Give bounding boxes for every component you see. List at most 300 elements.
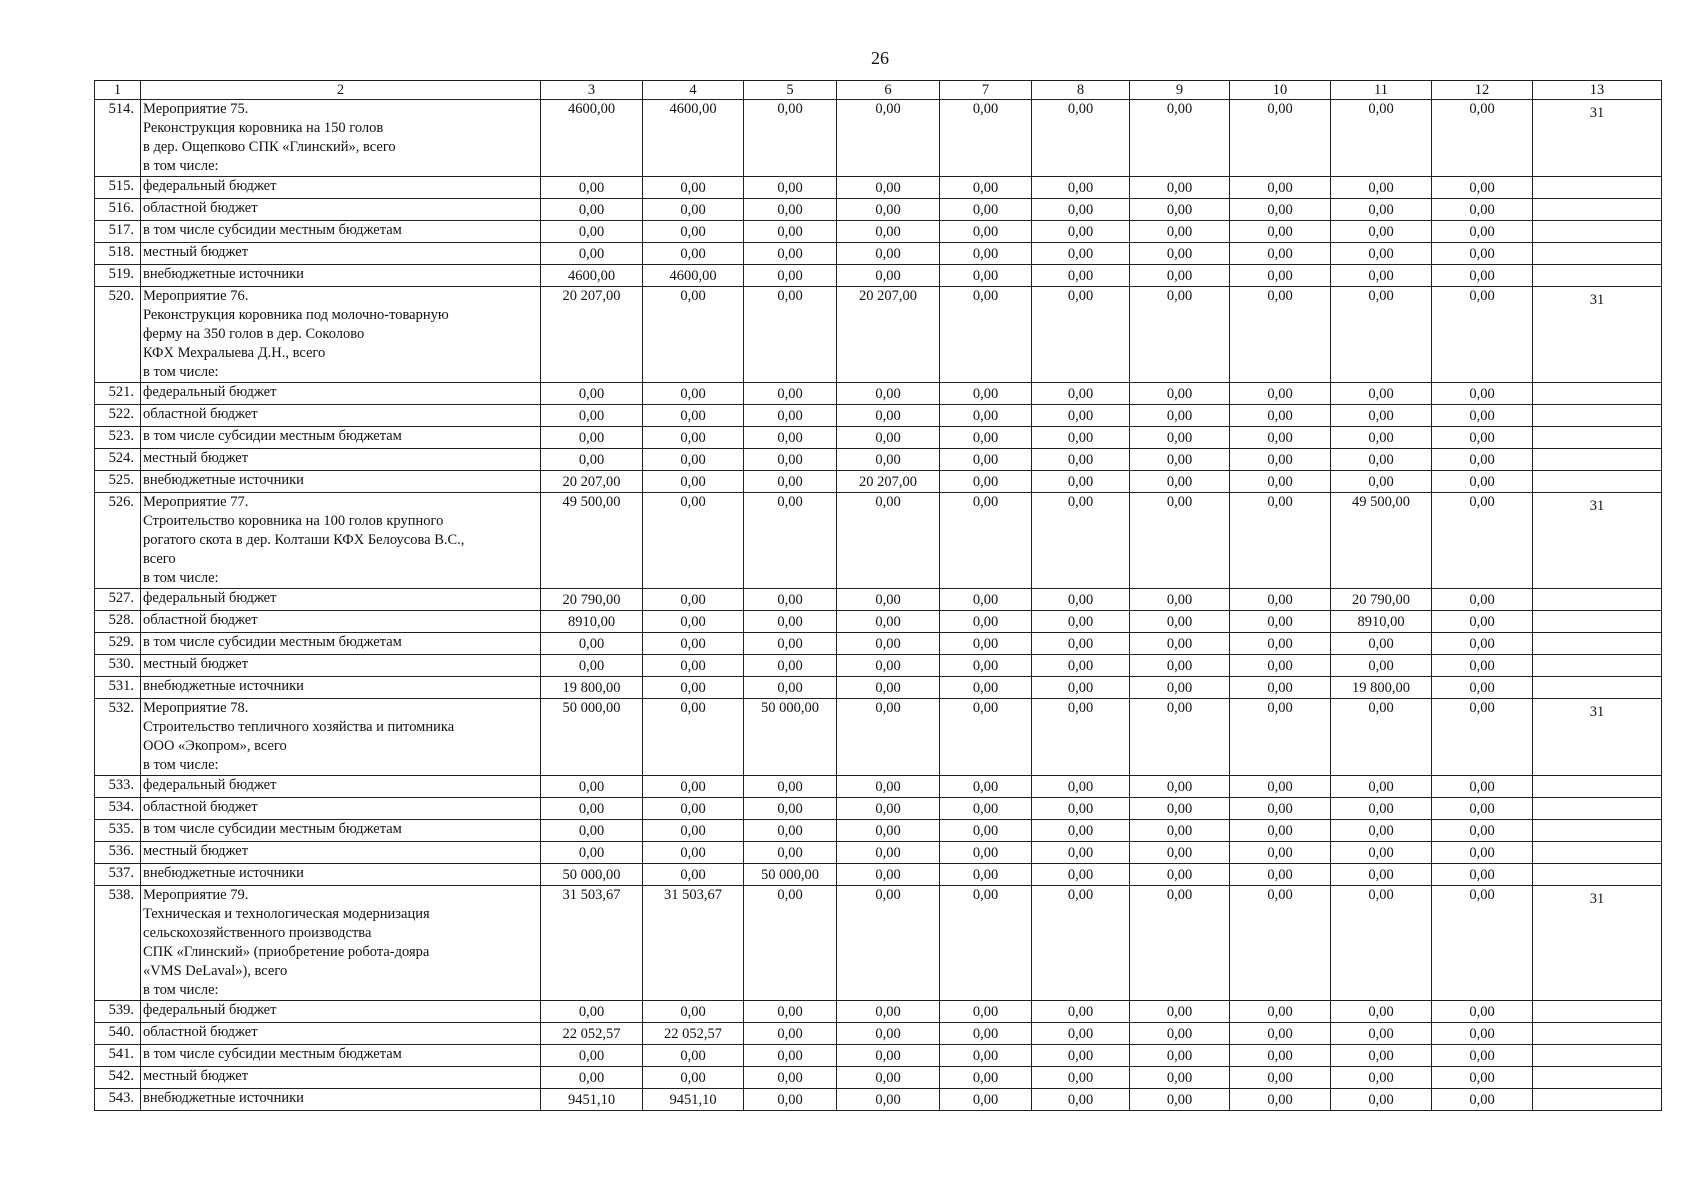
row-number: 536. [95,842,141,864]
description-line: Техническая и технологическая модернизация [143,906,430,922]
value-cell-col-10: 0,00 [1230,287,1331,383]
value-cell-col-12: 0,00 [1432,265,1533,287]
value-cell-col-11: 0,00 [1331,1089,1432,1111]
value-cell-col-4: 0,00 [643,383,744,405]
value-cell-col-13 [1533,1023,1662,1045]
value-cell-col-5: 0,00 [744,199,837,221]
value-cell-col-10: 0,00 [1230,100,1331,177]
value-cell-col-5: 0,00 [744,842,837,864]
row-description [141,886,541,1001]
row-description [141,265,541,287]
value-cell-col-6: 0,00 [837,177,940,199]
row-number: 515. [95,177,141,199]
row-description [141,100,541,177]
value-cell-col-12: 0,00 [1432,798,1533,820]
description-line: в том числе: [143,982,219,998]
value-cell-col-10: 0,00 [1230,798,1331,820]
row-number: 533. [95,776,141,798]
table-row [95,405,1662,427]
table-row [95,864,1662,886]
value-cell-col-13: 31 [1533,886,1662,1001]
value-cell-col-3: 0,00 [541,199,643,221]
description-line: областной бюджет [143,406,258,422]
description-line: «VMS DeLaval»), всего [143,963,288,979]
value-cell-col-9: 0,00 [1130,1067,1230,1089]
value-cell-col-7: 0,00 [940,287,1032,383]
value-cell-col-7: 0,00 [940,265,1032,287]
page-number: 26 [871,48,889,68]
row-description [141,243,541,265]
value-cell-col-13 [1533,611,1662,633]
column-header-13: 13 [1533,81,1662,100]
description-line: Строительство коровника на 100 голов крупного [143,513,444,529]
table-row [95,842,1662,864]
value-cell-col-4: 31 503,67 [643,886,744,1001]
value-cell-col-4: 4600,00 [643,265,744,287]
description-line: в том числе субсидии местным бюджетам [143,222,402,238]
description-line: Мероприятие 75. [143,101,249,117]
table-row [95,633,1662,655]
value-cell-col-5: 0,00 [744,405,837,427]
value-cell-col-7: 0,00 [940,177,1032,199]
value-cell-col-3: 8910,00 [541,611,643,633]
description-line: сельскохозяйственного производства [143,925,372,941]
row-number: 518. [95,243,141,265]
description-line: в дер. Ощепково СПК «Глинский», всего [143,139,396,155]
value-cell-col-7: 0,00 [940,221,1032,243]
value-cell-col-11: 0,00 [1331,449,1432,471]
value-cell-col-13: 31 [1533,287,1662,383]
value-cell-col-8: 0,00 [1032,1067,1130,1089]
table-row [95,677,1662,699]
value-cell-col-11: 0,00 [1331,886,1432,1001]
row-number: 540. [95,1023,141,1045]
value-cell-col-8: 0,00 [1032,199,1130,221]
value-cell-col-3: 0,00 [541,383,643,405]
budget-table [94,80,1662,1111]
value-cell-col-11: 0,00 [1331,1023,1432,1045]
value-cell-col-4: 0,00 [643,633,744,655]
description-line: областной бюджет [143,200,258,216]
value-cell-col-5: 0,00 [744,589,837,611]
table-row [95,287,1662,383]
value-cell-col-11: 0,00 [1331,842,1432,864]
description-line: Мероприятие 78. [143,700,249,716]
value-cell-col-8: 0,00 [1032,820,1130,842]
value-cell-col-9: 0,00 [1130,243,1230,265]
value-cell-col-4: 4600,00 [643,100,744,177]
description-line: федеральный бюджет [143,1002,277,1018]
value-cell-col-11: 0,00 [1331,287,1432,383]
value-cell-col-11: 0,00 [1331,776,1432,798]
value-cell-col-10: 0,00 [1230,776,1331,798]
value-cell-col-10: 0,00 [1230,383,1331,405]
value-cell-col-4: 0,00 [643,776,744,798]
value-cell-col-4: 0,00 [643,864,744,886]
row-number: 532. [95,699,141,776]
description-line: местный бюджет [143,843,249,859]
value-cell-col-3: 50 000,00 [541,699,643,776]
value-cell-col-3: 19 800,00 [541,677,643,699]
value-cell-col-5: 0,00 [744,471,837,493]
value-cell-col-7: 0,00 [940,655,1032,677]
value-cell-col-13: 31 [1533,493,1662,589]
value-cell-col-6: 20 207,00 [837,287,940,383]
value-cell-col-5: 0,00 [744,287,837,383]
value-cell-col-8: 0,00 [1032,886,1130,1001]
value-cell-col-11: 0,00 [1331,243,1432,265]
value-cell-col-4: 22 052,57 [643,1023,744,1045]
row-description [141,1067,541,1089]
row-description [141,471,541,493]
value-cell-col-5: 0,00 [744,776,837,798]
value-cell-col-12: 0,00 [1432,1067,1533,1089]
row-number: 522. [95,405,141,427]
value-cell-col-12: 0,00 [1432,589,1533,611]
value-cell-col-7: 0,00 [940,243,1032,265]
value-cell-col-6: 0,00 [837,199,940,221]
value-cell-col-5: 0,00 [744,798,837,820]
header-row [95,81,1662,100]
value-cell-col-8: 0,00 [1032,842,1130,864]
row-number: 521. [95,383,141,405]
value-cell-col-3: 0,00 [541,221,643,243]
value-cell-col-6: 0,00 [837,633,940,655]
column-header-10: 10 [1230,81,1331,100]
value-cell-col-8: 0,00 [1032,493,1130,589]
value-cell-col-9: 0,00 [1130,287,1230,383]
description-line: ферму на 350 голов в дер. Соколово [143,326,365,342]
value-cell-col-4: 9451,10 [643,1089,744,1111]
value-cell-col-8: 0,00 [1032,287,1130,383]
column-header-7: 7 [940,81,1032,100]
value-cell-col-7: 0,00 [940,427,1032,449]
value-cell-col-11: 0,00 [1331,383,1432,405]
value-cell-col-10: 0,00 [1230,1001,1331,1023]
value-cell-col-8: 0,00 [1032,100,1130,177]
value-cell-col-8: 0,00 [1032,1001,1130,1023]
value-cell-col-9: 0,00 [1130,886,1230,1001]
value-cell-col-3: 0,00 [541,820,643,842]
value-cell-col-8: 0,00 [1032,611,1130,633]
row-description [141,1045,541,1067]
value-cell-col-7: 0,00 [940,820,1032,842]
description-line: областной бюджет [143,1024,258,1040]
value-cell-col-6: 0,00 [837,427,940,449]
value-cell-col-11: 0,00 [1331,100,1432,177]
row-description [141,776,541,798]
value-cell-col-3: 9451,10 [541,1089,643,1111]
value-cell-col-10: 0,00 [1230,265,1331,287]
row-number: 543. [95,1089,141,1111]
value-cell-col-3: 0,00 [541,1001,643,1023]
value-cell-col-6: 0,00 [837,842,940,864]
description-line: внебюджетные источники [143,1090,304,1106]
row-number: 520. [95,287,141,383]
row-description [141,199,541,221]
value-cell-col-7: 0,00 [940,677,1032,699]
value-cell-col-5: 0,00 [744,100,837,177]
value-cell-col-7: 0,00 [940,493,1032,589]
value-cell-col-9: 0,00 [1130,820,1230,842]
value-cell-col-4: 0,00 [643,611,744,633]
value-cell-col-9: 0,00 [1130,633,1230,655]
value-cell-col-8: 0,00 [1032,677,1130,699]
value-cell-col-3: 49 500,00 [541,493,643,589]
value-cell-col-11: 8910,00 [1331,611,1432,633]
column-header-3: 3 [541,81,643,100]
value-cell-col-8: 0,00 [1032,798,1130,820]
value-cell-col-4: 0,00 [643,471,744,493]
description-line: ООО «Экопром», всего [143,738,287,754]
row-description [141,1089,541,1111]
value-cell-col-7: 0,00 [940,199,1032,221]
value-cell-col-7: 0,00 [940,699,1032,776]
row-number: 514. [95,100,141,177]
value-cell-col-8: 0,00 [1032,405,1130,427]
value-cell-col-9: 0,00 [1130,449,1230,471]
value-cell-col-4: 0,00 [643,1067,744,1089]
column-header-1: 1 [95,81,141,100]
value-cell-col-3: 0,00 [541,842,643,864]
description-line: Мероприятие 77. [143,494,249,510]
value-cell-col-6: 0,00 [837,1023,940,1045]
value-cell-col-12: 0,00 [1432,427,1533,449]
value-cell-col-10: 0,00 [1230,471,1331,493]
value-cell-col-9: 0,00 [1130,199,1230,221]
value-cell-col-7: 0,00 [940,383,1032,405]
row-description [141,633,541,655]
value-cell-col-3: 4600,00 [541,100,643,177]
value-cell-col-9: 0,00 [1130,589,1230,611]
value-cell-col-12: 0,00 [1432,1089,1533,1111]
description-line: в том числе: [143,570,219,586]
value-cell-col-12: 0,00 [1432,493,1533,589]
value-cell-col-12: 0,00 [1432,449,1533,471]
value-cell-col-8: 0,00 [1032,243,1130,265]
value-cell-col-10: 0,00 [1230,427,1331,449]
value-cell-col-7: 0,00 [940,611,1032,633]
value-cell-col-5: 0,00 [744,243,837,265]
value-cell-col-4: 0,00 [643,243,744,265]
value-cell-col-6: 0,00 [837,383,940,405]
description-line: СПК «Глинский» (приобретение робота-дояра [143,944,430,960]
value-cell-col-6: 0,00 [837,265,940,287]
value-cell-col-3: 0,00 [541,427,643,449]
value-cell-col-6: 0,00 [837,1067,940,1089]
description-line: федеральный бюджет [143,178,277,194]
value-cell-col-4: 0,00 [643,820,744,842]
value-cell-col-13 [1533,1001,1662,1023]
value-cell-col-7: 0,00 [940,886,1032,1001]
value-cell-col-4: 0,00 [643,199,744,221]
value-cell-col-10: 0,00 [1230,1045,1331,1067]
value-cell-col-13 [1533,820,1662,842]
description-line: местный бюджет [143,1068,249,1084]
value-cell-col-13 [1533,221,1662,243]
row-description [141,655,541,677]
value-cell-col-10: 0,00 [1230,633,1331,655]
value-cell-col-9: 0,00 [1130,677,1230,699]
value-cell-col-13 [1533,471,1662,493]
value-cell-col-5: 0,00 [744,383,837,405]
value-cell-col-11: 0,00 [1331,633,1432,655]
value-cell-col-6: 0,00 [837,776,940,798]
value-cell-col-8: 0,00 [1032,449,1130,471]
value-cell-col-7: 0,00 [940,405,1032,427]
value-cell-col-8: 0,00 [1032,471,1130,493]
value-cell-col-6: 0,00 [837,677,940,699]
row-description [141,589,541,611]
value-cell-col-13 [1533,864,1662,886]
value-cell-col-4: 0,00 [643,1045,744,1067]
value-cell-col-4: 0,00 [643,493,744,589]
value-cell-col-9: 0,00 [1130,427,1230,449]
row-description [141,383,541,405]
value-cell-col-13 [1533,655,1662,677]
value-cell-col-6: 0,00 [837,493,940,589]
value-cell-col-5: 0,00 [744,677,837,699]
value-cell-col-13 [1533,633,1662,655]
value-cell-col-12: 0,00 [1432,383,1533,405]
value-cell-col-11: 0,00 [1331,471,1432,493]
description-line: в том числе субсидии местным бюджетам [143,821,402,837]
row-number: 516. [95,199,141,221]
value-cell-col-13 [1533,427,1662,449]
row-description [141,405,541,427]
row-number: 523. [95,427,141,449]
value-cell-col-12: 0,00 [1432,633,1533,655]
value-cell-col-7: 0,00 [940,864,1032,886]
value-cell-col-10: 0,00 [1230,864,1331,886]
value-cell-col-11: 0,00 [1331,820,1432,842]
value-cell-col-13 [1533,842,1662,864]
value-cell-col-13 [1533,1067,1662,1089]
value-cell-col-3: 0,00 [541,1045,643,1067]
value-cell-col-11: 0,00 [1331,1067,1432,1089]
value-cell-col-6: 0,00 [837,798,940,820]
row-description [141,699,541,776]
value-cell-col-9: 0,00 [1130,471,1230,493]
value-cell-col-13 [1533,1089,1662,1111]
row-number: 539. [95,1001,141,1023]
value-cell-col-6: 0,00 [837,699,940,776]
table-row [95,1001,1662,1023]
row-number: 542. [95,1067,141,1089]
value-cell-col-11: 19 800,00 [1331,677,1432,699]
value-cell-col-12: 0,00 [1432,199,1533,221]
value-cell-col-12: 0,00 [1432,405,1533,427]
table-row [95,699,1662,776]
value-cell-col-3: 4600,00 [541,265,643,287]
row-number: 524. [95,449,141,471]
table-row [95,1023,1662,1045]
value-cell-col-10: 0,00 [1230,1067,1331,1089]
row-number: 537. [95,864,141,886]
table-row [95,471,1662,493]
value-cell-col-5: 0,00 [744,449,837,471]
table-body [95,100,1662,1111]
description-line: рогатого скота в дер. Колташи КФХ Белоусова В.С., [143,532,465,548]
value-cell-col-9: 0,00 [1130,1023,1230,1045]
value-cell-col-8: 0,00 [1032,655,1130,677]
value-cell-col-13 [1533,383,1662,405]
value-cell-col-5: 0,00 [744,1067,837,1089]
value-cell-col-10: 0,00 [1230,886,1331,1001]
value-cell-col-10: 0,00 [1230,199,1331,221]
value-cell-col-9: 0,00 [1130,864,1230,886]
value-cell-col-5: 0,00 [744,611,837,633]
value-cell-col-12: 0,00 [1432,776,1533,798]
row-number: 541. [95,1045,141,1067]
value-cell-col-9: 0,00 [1130,265,1230,287]
value-cell-col-6: 0,00 [837,1045,940,1067]
value-cell-col-13 [1533,265,1662,287]
value-cell-col-6: 0,00 [837,1089,940,1111]
row-number: 527. [95,589,141,611]
column-header-9: 9 [1130,81,1230,100]
value-cell-col-9: 0,00 [1130,776,1230,798]
value-cell-col-5: 0,00 [744,427,837,449]
description-line: в том числе: [143,364,219,380]
value-cell-col-11: 20 790,00 [1331,589,1432,611]
value-cell-col-12: 0,00 [1432,221,1533,243]
value-cell-col-12: 0,00 [1432,820,1533,842]
value-cell-col-6: 0,00 [837,405,940,427]
value-cell-col-5: 0,00 [744,265,837,287]
value-cell-col-12: 0,00 [1432,611,1533,633]
table-row [95,1045,1662,1067]
value-cell-col-10: 0,00 [1230,493,1331,589]
description-line: всего [143,551,176,567]
value-cell-col-12: 0,00 [1432,1001,1533,1023]
value-cell-col-13 [1533,199,1662,221]
value-cell-col-5: 0,00 [744,655,837,677]
value-cell-col-12: 0,00 [1432,1045,1533,1067]
value-cell-col-7: 0,00 [940,1067,1032,1089]
value-cell-col-12: 0,00 [1432,287,1533,383]
description-line: Мероприятие 79. [143,887,249,903]
value-cell-col-9: 0,00 [1130,1045,1230,1067]
value-cell-col-5: 0,00 [744,1089,837,1111]
value-cell-col-5: 0,00 [744,633,837,655]
value-cell-col-13 [1533,776,1662,798]
row-number: 525. [95,471,141,493]
column-header-8: 8 [1032,81,1130,100]
value-cell-col-3: 0,00 [541,655,643,677]
table-header [95,81,1662,100]
value-cell-col-10: 0,00 [1230,820,1331,842]
value-cell-col-13 [1533,243,1662,265]
value-cell-col-3: 50 000,00 [541,864,643,886]
table-row [95,798,1662,820]
row-description [141,864,541,886]
value-cell-col-5: 0,00 [744,886,837,1001]
description-line: областной бюджет [143,799,258,815]
row-description [141,427,541,449]
table-row [95,655,1662,677]
value-cell-col-6: 0,00 [837,864,940,886]
value-cell-col-7: 0,00 [940,589,1032,611]
row-description [141,611,541,633]
value-cell-col-7: 0,00 [940,100,1032,177]
row-description [141,287,541,383]
value-cell-col-12: 0,00 [1432,243,1533,265]
row-number: 519. [95,265,141,287]
row-description [141,177,541,199]
value-cell-col-13 [1533,677,1662,699]
value-cell-col-13 [1533,405,1662,427]
